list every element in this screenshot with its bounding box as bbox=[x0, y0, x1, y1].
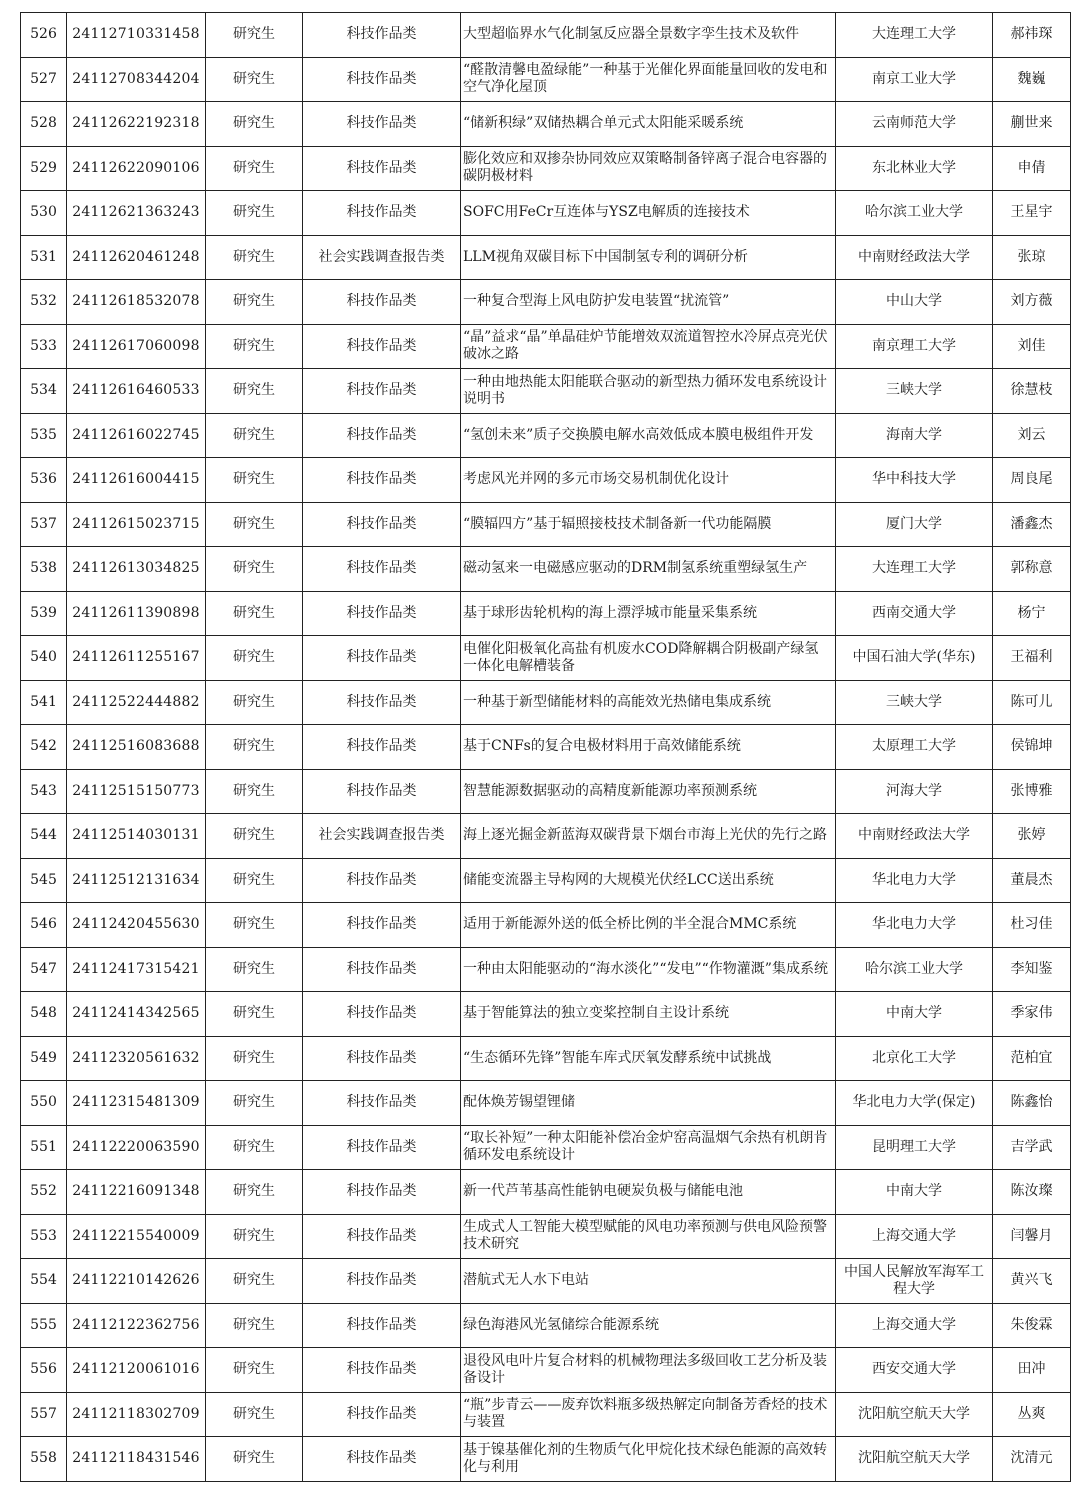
row-number-cell: 543 bbox=[21, 769, 67, 814]
education-level-cell: 研究生 bbox=[206, 146, 303, 191]
education-level-cell: 研究生 bbox=[206, 502, 303, 547]
category-cell: 科技作品类 bbox=[303, 636, 461, 681]
project-title-cell: 电催化阳极氧化高盐有机废水COD降解耦合阴极副产绿氢一体化电解槽装备 bbox=[461, 636, 836, 681]
education-level-cell: 研究生 bbox=[206, 235, 303, 280]
table-row bbox=[21, 1214, 1071, 1259]
university-cell: 云南师范大学 bbox=[836, 102, 993, 147]
university-cell: 三峡大学 bbox=[836, 369, 993, 414]
project-id-cell: 24112620461248 bbox=[67, 235, 206, 280]
leader-name-cell: 蒯世来 bbox=[993, 102, 1071, 147]
leader-name-cell: 黄兴飞 bbox=[993, 1259, 1071, 1304]
category-cell: 科技作品类 bbox=[303, 769, 461, 814]
leader-name-cell: 陈可儿 bbox=[993, 680, 1071, 725]
category-cell: 科技作品类 bbox=[303, 591, 461, 636]
table-row bbox=[21, 324, 1071, 369]
category-cell: 科技作品类 bbox=[303, 1036, 461, 1081]
project-id-cell: 24112617060098 bbox=[67, 324, 206, 369]
table-row bbox=[21, 769, 1071, 814]
project-title-cell: LLM视角双碳目标下中国制氢专利的调研分析 bbox=[461, 235, 836, 280]
project-id-cell: 24112616004415 bbox=[67, 458, 206, 503]
project-title-cell: 绿色海港风光氢储综合能源系统 bbox=[461, 1303, 836, 1348]
university-cell: 南京工业大学 bbox=[836, 57, 993, 102]
project-title-cell: 适用于新能源外送的低全桥比例的半全混合MMC系统 bbox=[461, 903, 836, 948]
university-cell: 华北电力大学 bbox=[836, 858, 993, 903]
project-id-cell: 24112618532078 bbox=[67, 280, 206, 325]
project-id-cell: 24112515150773 bbox=[67, 769, 206, 814]
university-cell: 中山大学 bbox=[836, 280, 993, 325]
category-cell: 科技作品类 bbox=[303, 1392, 461, 1437]
row-number-cell: 534 bbox=[21, 369, 67, 414]
category-cell: 科技作品类 bbox=[303, 1348, 461, 1393]
university-cell: 沈阳航空航天大学 bbox=[836, 1437, 993, 1482]
university-cell: 大连理工大学 bbox=[836, 13, 993, 58]
project-id-cell: 24112621363243 bbox=[67, 191, 206, 236]
project-title-cell: 储能变流器主导构网的大规模光伏经LCC送出系统 bbox=[461, 858, 836, 903]
table-row bbox=[21, 1259, 1071, 1304]
project-id-cell: 24112420455630 bbox=[67, 903, 206, 948]
table-row bbox=[21, 146, 1071, 191]
row-number-cell: 532 bbox=[21, 280, 67, 325]
category-cell: 科技作品类 bbox=[303, 947, 461, 992]
education-level-cell: 研究生 bbox=[206, 1125, 303, 1170]
university-cell: 厦门大学 bbox=[836, 502, 993, 547]
project-title-cell: “氢创未来”质子交换膜电解水高效低成本膜电极组件开发 bbox=[461, 413, 836, 458]
project-title-cell: “取长补短”一种太阳能补偿冶金炉窑高温烟气余热有机朗肯循环发电系统设计 bbox=[461, 1125, 836, 1170]
education-level-cell: 研究生 bbox=[206, 324, 303, 369]
university-cell: 中南财经政法大学 bbox=[836, 235, 993, 280]
table-row bbox=[21, 858, 1071, 903]
project-title-cell: 基于智能算法的独立变桨控制自主设计系统 bbox=[461, 992, 836, 1037]
project-title-cell: “醛散清馨电盈绿能”一种基于光催化界面能量回收的发电和空气净化屋顶 bbox=[461, 57, 836, 102]
education-level-cell: 研究生 bbox=[206, 458, 303, 503]
table-row bbox=[21, 1081, 1071, 1126]
table-row bbox=[21, 502, 1071, 547]
education-level-cell: 研究生 bbox=[206, 191, 303, 236]
table-row bbox=[21, 903, 1071, 948]
leader-name-cell: 季家伟 bbox=[993, 992, 1071, 1037]
university-cell: 哈尔滨工业大学 bbox=[836, 191, 993, 236]
row-number-cell: 530 bbox=[21, 191, 67, 236]
education-level-cell: 研究生 bbox=[206, 13, 303, 58]
education-level-cell: 研究生 bbox=[206, 636, 303, 681]
leader-name-cell: 刘云 bbox=[993, 413, 1071, 458]
row-number-cell: 549 bbox=[21, 1036, 67, 1081]
roster-body bbox=[21, 13, 1071, 1482]
university-cell: 哈尔滨工业大学 bbox=[836, 947, 993, 992]
project-title-cell: 膨化效应和双掺杂协同效应双策略制备锌离子混合电容器的碳阴极材料 bbox=[461, 146, 836, 191]
project-id-cell: 24112611390898 bbox=[67, 591, 206, 636]
category-cell: 科技作品类 bbox=[303, 13, 461, 58]
education-level-cell: 研究生 bbox=[206, 1214, 303, 1259]
project-title-cell: 大型超临界水气化制氢反应器全景数字孪生技术及软件 bbox=[461, 13, 836, 58]
category-cell: 科技作品类 bbox=[303, 992, 461, 1037]
category-cell: 科技作品类 bbox=[303, 324, 461, 369]
education-level-cell: 研究生 bbox=[206, 769, 303, 814]
project-title-cell: “晶”益求“晶”单晶硅炉节能增效双流道智控水冷屏点亮光伏破冰之路 bbox=[461, 324, 836, 369]
leader-name-cell: 朱俊霖 bbox=[993, 1303, 1071, 1348]
table-row bbox=[21, 458, 1071, 503]
project-id-cell: 24112514030131 bbox=[67, 814, 206, 859]
project-title-cell: 智慧能源数据驱动的高精度新能源功率预测系统 bbox=[461, 769, 836, 814]
project-title-cell: “膜辐四方”基于辐照接枝技术制备新一代功能隔膜 bbox=[461, 502, 836, 547]
project-roster-table bbox=[20, 12, 1071, 1482]
project-id-cell: 24112120061016 bbox=[67, 1348, 206, 1393]
project-title-cell: 基于球形齿轮机构的海上漂浮城市能量采集系统 bbox=[461, 591, 836, 636]
university-cell: 华中科技大学 bbox=[836, 458, 993, 503]
project-title-cell: “瓶”步青云——废弃饮料瓶多级热解定向制备芳香烃的技术与装置 bbox=[461, 1392, 836, 1437]
row-number-cell: 539 bbox=[21, 591, 67, 636]
project-id-cell: 24112616460533 bbox=[67, 369, 206, 414]
leader-name-cell: 郭称意 bbox=[993, 547, 1071, 592]
row-number-cell: 545 bbox=[21, 858, 67, 903]
project-id-cell: 24112122362756 bbox=[67, 1303, 206, 1348]
education-level-cell: 研究生 bbox=[206, 814, 303, 859]
category-cell: 科技作品类 bbox=[303, 1303, 461, 1348]
category-cell: 社会实践调查报告类 bbox=[303, 814, 461, 859]
project-title-cell: 潜航式无人水下电站 bbox=[461, 1259, 836, 1304]
row-number-cell: 558 bbox=[21, 1437, 67, 1482]
row-number-cell: 526 bbox=[21, 13, 67, 58]
category-cell: 科技作品类 bbox=[303, 1170, 461, 1215]
education-level-cell: 研究生 bbox=[206, 992, 303, 1037]
document-sheet bbox=[20, 12, 1071, 1482]
table-row bbox=[21, 1036, 1071, 1081]
category-cell: 科技作品类 bbox=[303, 502, 461, 547]
category-cell: 科技作品类 bbox=[303, 146, 461, 191]
leader-name-cell: 张婷 bbox=[993, 814, 1071, 859]
row-number-cell: 544 bbox=[21, 814, 67, 859]
leader-name-cell: 吉学武 bbox=[993, 1125, 1071, 1170]
project-id-cell: 24112516083688 bbox=[67, 725, 206, 770]
project-id-cell: 24112215540009 bbox=[67, 1214, 206, 1259]
category-cell: 科技作品类 bbox=[303, 547, 461, 592]
leader-name-cell: 陈汝璨 bbox=[993, 1170, 1071, 1215]
education-level-cell: 研究生 bbox=[206, 57, 303, 102]
table-row bbox=[21, 1170, 1071, 1215]
project-id-cell: 24112216091348 bbox=[67, 1170, 206, 1215]
university-cell: 南京理工大学 bbox=[836, 324, 993, 369]
leader-name-cell: 丛爽 bbox=[993, 1392, 1071, 1437]
education-level-cell: 研究生 bbox=[206, 1036, 303, 1081]
category-cell: 科技作品类 bbox=[303, 102, 461, 147]
leader-name-cell: 杨宁 bbox=[993, 591, 1071, 636]
category-cell: 科技作品类 bbox=[303, 1259, 461, 1304]
leader-name-cell: 郝祎琛 bbox=[993, 13, 1071, 58]
row-number-cell: 541 bbox=[21, 680, 67, 725]
row-number-cell: 529 bbox=[21, 146, 67, 191]
project-title-cell: 一种基于新型储能材料的高能效光热储电集成系统 bbox=[461, 680, 836, 725]
category-cell: 科技作品类 bbox=[303, 1081, 461, 1126]
category-cell: 科技作品类 bbox=[303, 680, 461, 725]
education-level-cell: 研究生 bbox=[206, 903, 303, 948]
project-id-cell: 24112522444882 bbox=[67, 680, 206, 725]
leader-name-cell: 王星宇 bbox=[993, 191, 1071, 236]
project-title-cell: 配体焕芳锡望锂储 bbox=[461, 1081, 836, 1126]
education-level-cell: 研究生 bbox=[206, 591, 303, 636]
university-cell: 北京化工大学 bbox=[836, 1036, 993, 1081]
leader-name-cell: 张博雅 bbox=[993, 769, 1071, 814]
category-cell: 科技作品类 bbox=[303, 57, 461, 102]
table-row bbox=[21, 680, 1071, 725]
table-row bbox=[21, 591, 1071, 636]
table-row bbox=[21, 1125, 1071, 1170]
row-number-cell: 531 bbox=[21, 235, 67, 280]
education-level-cell: 研究生 bbox=[206, 413, 303, 458]
university-cell: 华北电力大学(保定) bbox=[836, 1081, 993, 1126]
table-row bbox=[21, 13, 1071, 58]
university-cell: 沈阳航空航天大学 bbox=[836, 1392, 993, 1437]
project-id-cell: 24112615023715 bbox=[67, 502, 206, 547]
university-cell: 中国石油大学(华东) bbox=[836, 636, 993, 681]
row-number-cell: 555 bbox=[21, 1303, 67, 1348]
table-row bbox=[21, 636, 1071, 681]
university-cell: 昆明理工大学 bbox=[836, 1125, 993, 1170]
leader-name-cell: 董晨杰 bbox=[993, 858, 1071, 903]
category-cell: 科技作品类 bbox=[303, 903, 461, 948]
row-number-cell: 542 bbox=[21, 725, 67, 770]
leader-name-cell: 王福利 bbox=[993, 636, 1071, 681]
row-number-cell: 528 bbox=[21, 102, 67, 147]
education-level-cell: 研究生 bbox=[206, 280, 303, 325]
category-cell: 科技作品类 bbox=[303, 280, 461, 325]
project-id-cell: 24112210142626 bbox=[67, 1259, 206, 1304]
leader-name-cell: 刘方薇 bbox=[993, 280, 1071, 325]
leader-name-cell: 张琼 bbox=[993, 235, 1071, 280]
table-row bbox=[21, 814, 1071, 859]
project-id-cell: 24112616022745 bbox=[67, 413, 206, 458]
project-id-cell: 24112708344204 bbox=[67, 57, 206, 102]
row-number-cell: 552 bbox=[21, 1170, 67, 1215]
leader-name-cell: 侯锦坤 bbox=[993, 725, 1071, 770]
table-row bbox=[21, 1303, 1071, 1348]
leader-name-cell: 陈鑫怡 bbox=[993, 1081, 1071, 1126]
university-cell: 大连理工大学 bbox=[836, 547, 993, 592]
project-id-cell: 24112611255167 bbox=[67, 636, 206, 681]
project-id-cell: 24112118431546 bbox=[67, 1437, 206, 1482]
education-level-cell: 研究生 bbox=[206, 1259, 303, 1304]
project-id-cell: 24112622192318 bbox=[67, 102, 206, 147]
table-row bbox=[21, 947, 1071, 992]
education-level-cell: 研究生 bbox=[206, 1437, 303, 1482]
project-title-cell: 新一代芦苇基高性能钠电硬炭负极与储能电池 bbox=[461, 1170, 836, 1215]
category-cell: 科技作品类 bbox=[303, 1214, 461, 1259]
university-cell: 西南交通大学 bbox=[836, 591, 993, 636]
project-id-cell: 24112417315421 bbox=[67, 947, 206, 992]
row-number-cell: 546 bbox=[21, 903, 67, 948]
leader-name-cell: 杜习佳 bbox=[993, 903, 1071, 948]
leader-name-cell: 魏巍 bbox=[993, 57, 1071, 102]
row-number-cell: 527 bbox=[21, 57, 67, 102]
project-title-cell: 基于CNFs的复合电极材料用于高效储能系统 bbox=[461, 725, 836, 770]
project-title-cell: “生态循环先锋”智能车库式厌氧发酵系统中试挑战 bbox=[461, 1036, 836, 1081]
university-cell: 太原理工大学 bbox=[836, 725, 993, 770]
education-level-cell: 研究生 bbox=[206, 1303, 303, 1348]
university-cell: 上海交通大学 bbox=[836, 1214, 993, 1259]
project-title-cell: 一种由地热能太阳能联合驱动的新型热力循环发电系统设计说明书 bbox=[461, 369, 836, 414]
table-row bbox=[21, 547, 1071, 592]
project-title-cell: 一种复合型海上风电防护发电装置“扰流管” bbox=[461, 280, 836, 325]
project-title-cell: SOFC用FeCr互连体与YSZ电解质的连接技术 bbox=[461, 191, 836, 236]
leader-name-cell: 闫馨月 bbox=[993, 1214, 1071, 1259]
leader-name-cell: 田冲 bbox=[993, 1348, 1071, 1393]
category-cell: 科技作品类 bbox=[303, 458, 461, 503]
education-level-cell: 研究生 bbox=[206, 725, 303, 770]
education-level-cell: 研究生 bbox=[206, 858, 303, 903]
project-title-cell: “储新积绿”双储热耦合单元式太阳能采暖系统 bbox=[461, 102, 836, 147]
university-cell: 上海交通大学 bbox=[836, 1303, 993, 1348]
category-cell: 科技作品类 bbox=[303, 1125, 461, 1170]
table-row bbox=[21, 1348, 1071, 1393]
table-row bbox=[21, 1437, 1071, 1482]
project-title-cell: 海上逐光掘金新蓝海双碳背景下烟台市海上光伏的先行之路 bbox=[461, 814, 836, 859]
project-title-cell: 考虑风光并网的多元市场交易机制优化设计 bbox=[461, 458, 836, 503]
project-id-cell: 24112118302709 bbox=[67, 1392, 206, 1437]
leader-name-cell: 徐慧枝 bbox=[993, 369, 1071, 414]
education-level-cell: 研究生 bbox=[206, 369, 303, 414]
table-row bbox=[21, 280, 1071, 325]
table-row bbox=[21, 413, 1071, 458]
university-cell: 中国人民解放军海军工程大学 bbox=[836, 1259, 993, 1304]
leader-name-cell: 申倩 bbox=[993, 146, 1071, 191]
table-row bbox=[21, 235, 1071, 280]
education-level-cell: 研究生 bbox=[206, 947, 303, 992]
category-cell: 社会实践调查报告类 bbox=[303, 235, 461, 280]
project-id-cell: 24112512131634 bbox=[67, 858, 206, 903]
project-id-cell: 24112710331458 bbox=[67, 13, 206, 58]
row-number-cell: 548 bbox=[21, 992, 67, 1037]
leader-name-cell: 沈清元 bbox=[993, 1437, 1071, 1482]
row-number-cell: 551 bbox=[21, 1125, 67, 1170]
project-id-cell: 24112320561632 bbox=[67, 1036, 206, 1081]
table-row bbox=[21, 369, 1071, 414]
row-number-cell: 538 bbox=[21, 547, 67, 592]
project-id-cell: 24112622090106 bbox=[67, 146, 206, 191]
education-level-cell: 研究生 bbox=[206, 680, 303, 725]
project-title-cell: 退役风电叶片复合材料的机械物理法多级回收工艺分析及装备设计 bbox=[461, 1348, 836, 1393]
row-number-cell: 556 bbox=[21, 1348, 67, 1393]
table-row bbox=[21, 102, 1071, 147]
education-level-cell: 研究生 bbox=[206, 1392, 303, 1437]
project-title-cell: 一种由太阳能驱动的“海水淡化”“发电”“作物灌溉”集成系统 bbox=[461, 947, 836, 992]
education-level-cell: 研究生 bbox=[206, 102, 303, 147]
project-title-cell: 生成式人工智能大模型赋能的风电功率预测与供电风险预警技术研究 bbox=[461, 1214, 836, 1259]
table-row bbox=[21, 1392, 1071, 1437]
education-level-cell: 研究生 bbox=[206, 1348, 303, 1393]
leader-name-cell: 周良尾 bbox=[993, 458, 1071, 503]
education-level-cell: 研究生 bbox=[206, 547, 303, 592]
university-cell: 海南大学 bbox=[836, 413, 993, 458]
university-cell: 西安交通大学 bbox=[836, 1348, 993, 1393]
leader-name-cell: 潘鑫杰 bbox=[993, 502, 1071, 547]
project-id-cell: 24112315481309 bbox=[67, 1081, 206, 1126]
leader-name-cell: 李知鉴 bbox=[993, 947, 1071, 992]
category-cell: 科技作品类 bbox=[303, 1437, 461, 1482]
table-row bbox=[21, 191, 1071, 236]
education-level-cell: 研究生 bbox=[206, 1170, 303, 1215]
leader-name-cell: 范柏宜 bbox=[993, 1036, 1071, 1081]
table-row bbox=[21, 992, 1071, 1037]
category-cell: 科技作品类 bbox=[303, 858, 461, 903]
row-number-cell: 540 bbox=[21, 636, 67, 681]
row-number-cell: 536 bbox=[21, 458, 67, 503]
row-number-cell: 553 bbox=[21, 1214, 67, 1259]
project-title-cell: 磁动氢来一电磁感应驱动的DRM制氢系统重塑绿氢生产 bbox=[461, 547, 836, 592]
university-cell: 中南大学 bbox=[836, 992, 993, 1037]
education-level-cell: 研究生 bbox=[206, 1081, 303, 1126]
row-number-cell: 550 bbox=[21, 1081, 67, 1126]
category-cell: 科技作品类 bbox=[303, 369, 461, 414]
project-id-cell: 24112220063590 bbox=[67, 1125, 206, 1170]
university-cell: 河海大学 bbox=[836, 769, 993, 814]
university-cell: 三峡大学 bbox=[836, 680, 993, 725]
category-cell: 科技作品类 bbox=[303, 191, 461, 236]
row-number-cell: 533 bbox=[21, 324, 67, 369]
university-cell: 华北电力大学 bbox=[836, 903, 993, 948]
category-cell: 科技作品类 bbox=[303, 725, 461, 770]
row-number-cell: 547 bbox=[21, 947, 67, 992]
project-id-cell: 24112613034825 bbox=[67, 547, 206, 592]
row-number-cell: 535 bbox=[21, 413, 67, 458]
project-id-cell: 24112414342565 bbox=[67, 992, 206, 1037]
university-cell: 中南大学 bbox=[836, 1170, 993, 1215]
university-cell: 东北林业大学 bbox=[836, 146, 993, 191]
row-number-cell: 557 bbox=[21, 1392, 67, 1437]
project-title-cell: 基于镍基催化剂的生物质气化甲烷化技术绿色能源的高效转化与利用 bbox=[461, 1437, 836, 1482]
row-number-cell: 554 bbox=[21, 1259, 67, 1304]
table-row bbox=[21, 725, 1071, 770]
category-cell: 科技作品类 bbox=[303, 413, 461, 458]
university-cell: 中南财经政法大学 bbox=[836, 814, 993, 859]
row-number-cell: 537 bbox=[21, 502, 67, 547]
leader-name-cell: 刘佳 bbox=[993, 324, 1071, 369]
table-row bbox=[21, 57, 1071, 102]
